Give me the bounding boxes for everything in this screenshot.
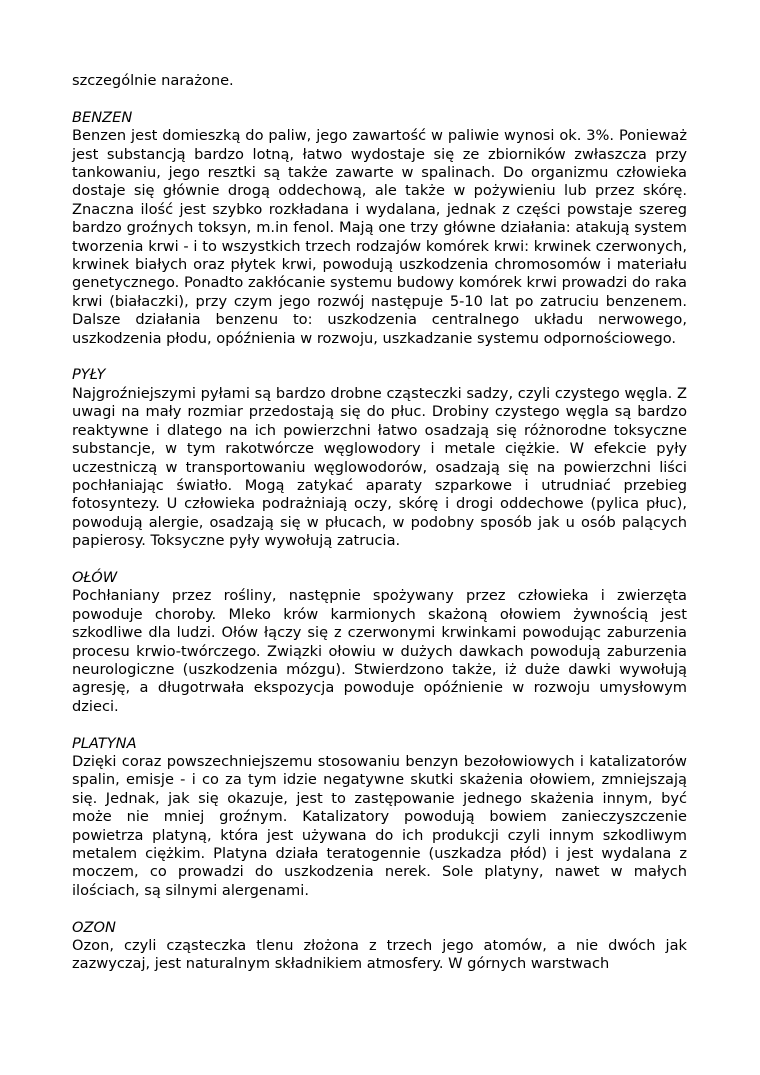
section-body: Benzen jest domieszką do paliw, jego zawartość w paliwie wynosi ok. 3%. Ponieważ jest substancją bardzo lotną, łatwo wydostaje się ze zbiorników zwłaszcza przy tankowaniu, jego resztki są także zawarte w spalinach. Do organizmu człowieka dostaje się głównie drogą oddechową, ale także w pożywieniu lub przez skórę. Znaczna ilość jest szybko rozkładana i wydalana, jednak z części powstaje szereg bardzo groźnych toksyn, m.in fenol. Mają one trzy główne działania: atakują system tworzenia krwi - i to wszystkich trzech rodzajów komórek krwi: krwinek czerwonych, krwinek białych oraz płytek krwi, powodują uszkodzenia chromosomów i materiału genetycznego. Ponadto zakłócanie systemu budowy komórek krwi prowadzi do raka krwi (białaczki), przy czym jego rozwój następuje 5-10 lat po zatruciu benzenem. Dalsze działania benzenu to: uszkodzenia centralnego układu nerwowego, uszkodzenia płodu, opóźnienia w rozwoju, uszkadzanie systemu odpornościowego. bbox=[72, 127, 687, 347]
section-heading: BENZEN bbox=[72, 108, 133, 126]
section-heading: OŁÓW bbox=[72, 568, 118, 586]
section-olow bbox=[72, 569, 687, 716]
section-heading: PYŁY bbox=[72, 366, 106, 384]
section-heading: OZON bbox=[72, 918, 116, 936]
section-body: Pochłaniany przez rośliny, następnie spożywany przez człowieka i zwierzęta powoduje choroby. Mleko krów karmionych skażoną ołowiem żywnością jest szkodliwe dla ludzi. Ołów łączy się z czerwonymi krwinkami powodując zaburzenia procesu krwio-twórczego. Związki ołowiu w dużych dawkach powodują zaburzenia neurologiczne (uszkodzenia mózgu). Stwierdzono także, iż duże dawki wywołują agresję, a długotrwała ekspozycja powoduje opóźnienie w rozwoju umysłowym dzieci. bbox=[72, 587, 687, 715]
section-body: Dzięki coraz powszechniejszemu stosowaniu benzyn bezołowiowych i katalizatorów spalin, emisje - i co za tym idzie negatywne skutki skażenia ołowiem, zmniejszają się. Jednak, jak się okazuje, jest to zastępowanie jednego skażenia innym, być może nie mniej groźnym. Katalizatory powodują bowiem zanieczyszczenie powietrza platyną, która jest używana do ich produkcji czyli innym szkodliwym metalem ciężkim. Platyna działa teratogennie (uszkadza płód) i jest wydalana z moczem, co prowadzi do uszkodzenia nerek. Sole platyny, nawet w małych ilościach, są silnymi alergenami. bbox=[72, 752, 687, 899]
section-heading: PLATYNA bbox=[72, 734, 137, 752]
section-ozon bbox=[72, 919, 687, 974]
document-page bbox=[72, 72, 687, 974]
section-body: Ozon, czyli cząsteczka tlenu złożona z trzech jego atomów, a nie dwóch jak zazwyczaj, jest naturalnym składnikiem atmosfery. W górnych warstwach bbox=[72, 937, 687, 973]
intro-text: szczególnie narażone. bbox=[72, 72, 234, 89]
section-pyly bbox=[72, 366, 687, 550]
section-platyna bbox=[72, 735, 687, 901]
section-body: Najgroźniejszymi pyłami są bardzo drobne cząsteczki sadzy, czyli czystego węgla. Z uwagi na mały rozmiar przedostają się do płuc. Drobiny czystego węgla są bardzo reaktywne i dlatego na ich powierzchni łatwo osadzają się różnorodne toksyczne substancje, w tym rakotwórcze węglowodory i metale ciężkie. W efekcie pyły uczestniczą w transportowaniu węglowodorów, osadzają się na powierzchni liści pochłaniając światło. Mogą zatykać aparaty szparkowe i utrudniać przebieg fotosyntezy. U człowieka podrażniają oczy, skórę i drogi oddechowe (pylica płuc), powodują alergie, osadzają się w płucach, w podobny sposób jak u osób palących papierosy. Toksyczne pyły wywołują zatrucia. bbox=[72, 384, 687, 550]
section-benzen bbox=[72, 109, 687, 348]
